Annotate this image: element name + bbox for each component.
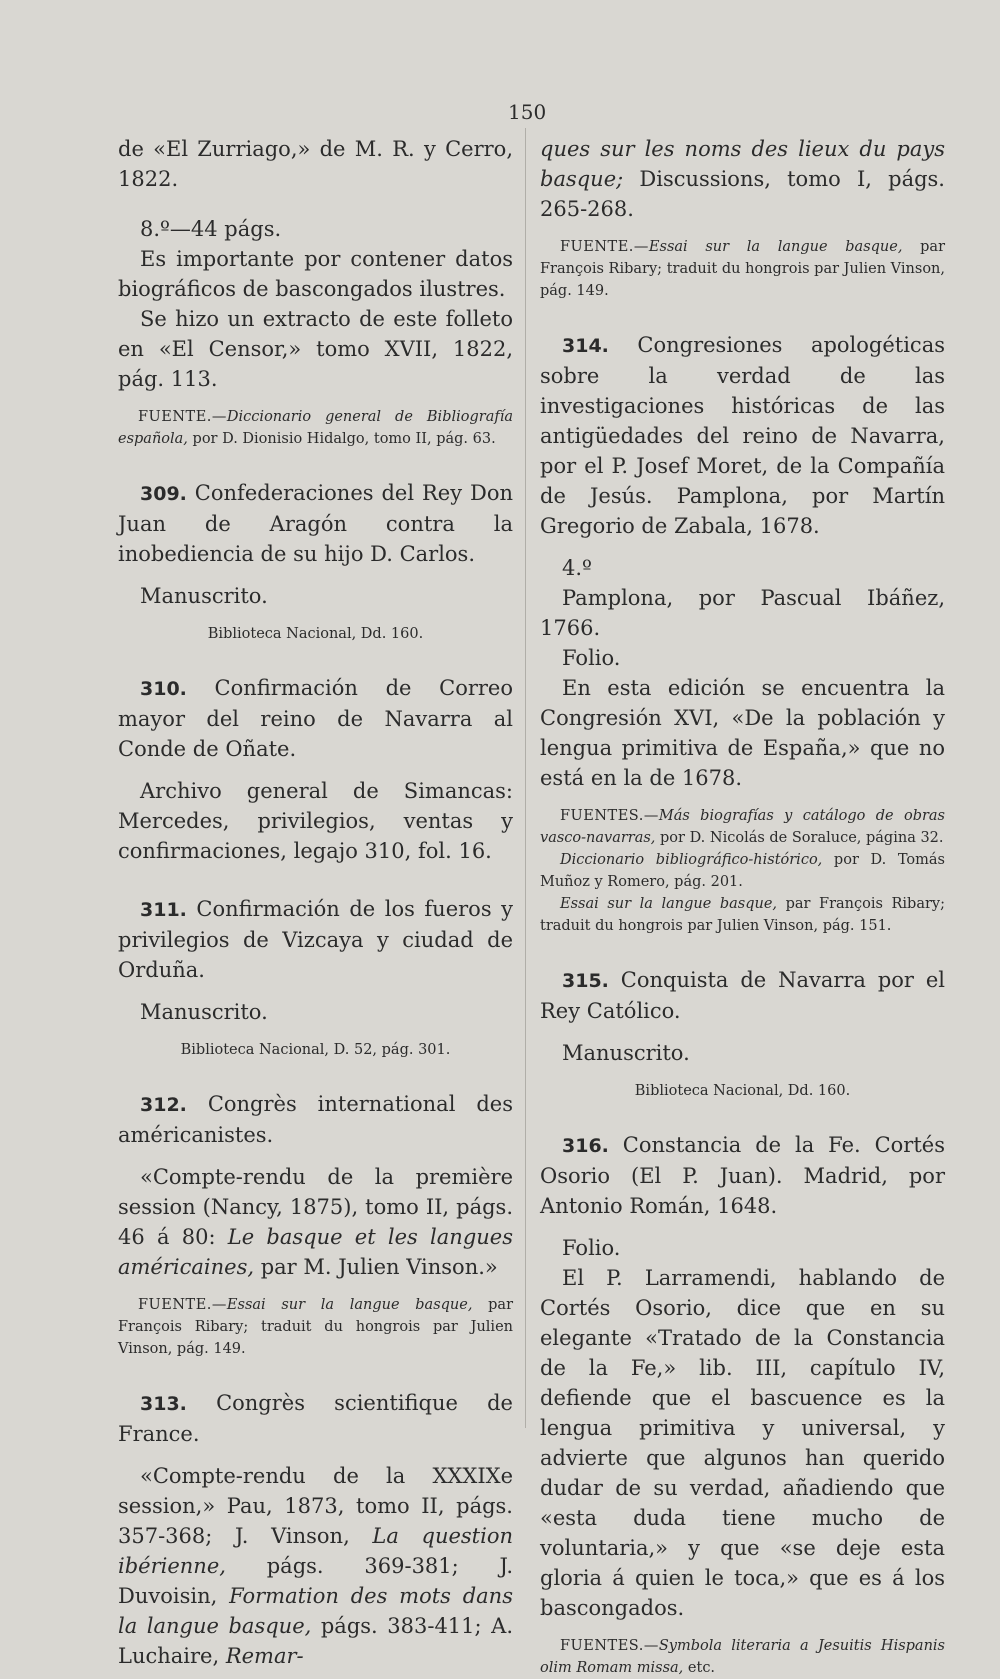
page-number: 150: [508, 100, 547, 124]
entry-title: Confederaciones del Rey Don Juan de Aragón contra la inobediencia de su hijo D. Carlos.: [118, 481, 513, 566]
source-note: [118, 1294, 513, 1360]
source-note: [118, 406, 513, 450]
entry-title: Confirmación de los fueros y privilegios de Vizcaya y ciudad de Orduña.: [118, 897, 513, 982]
entry-note: El P. Larramendi, hablando de Cortés Osorio, dice que en su elegante «Tratado de la Constancia de la Fe,» lib. III, capítulo IV, defiende que el bascuence es la lengua primitiva y universal, y advierte que algunos han querido dudar de su verdad, añadiendo que «esta duda tiene mucho de voluntaria,» y que «se deje esta gloria á quien le toca,» que es á los bascongados.: [540, 1266, 945, 1620]
entry-note: Es importante por contener datos biográficos de bascongados ilustres.: [118, 247, 513, 301]
entry-title: Congrès scientifique de France.: [118, 1391, 513, 1446]
source-note: [540, 1635, 945, 1679]
work-title: ques sur les noms des lieux du pays basque;: [540, 137, 945, 191]
work-title: Formation des mots dans la langue basque,: [118, 1584, 513, 1638]
work-title: Remar-: [225, 1644, 304, 1668]
description-text: Discussions, tomo I, págs. 265-268.: [540, 167, 945, 221]
entry-reprint: Pamplona, por Pascual Ibáñez, 1766.: [540, 586, 945, 640]
description-text: págs. 369-381; J. Duvoisin,: [118, 1554, 513, 1608]
source-title: Essai sur la langue basque,: [648, 239, 903, 255]
entry-size: 8.º—44 págs.: [140, 217, 282, 241]
description-text: «Compte-rendu de la XXXIXe session,» Pau, 1873, tomo II, págs. 357-368; J. Vinson,: [118, 1464, 513, 1548]
source-label: FUENTE.—: [138, 409, 227, 425]
entry-description: [118, 1461, 513, 1671]
entry-number: 312.: [140, 1094, 187, 1116]
continuation-text: [540, 134, 945, 224]
source-detail: etc.: [683, 1660, 716, 1676]
description-text: par M. Julien Vinson.»: [254, 1255, 498, 1279]
entry-format: Folio.: [562, 646, 621, 670]
entry-title: Congrès international des américanistes.: [118, 1092, 513, 1147]
source-note: [540, 805, 945, 849]
entry-type: Manuscrito.: [140, 1000, 268, 1024]
source-title: Essai sur la langue basque,: [560, 896, 778, 912]
entry-311-heading: [118, 894, 513, 985]
left-column: [118, 134, 513, 1671]
source-label: FUENTES.—: [560, 808, 659, 824]
source-title: Diccionario bibliográfico-histórico,: [560, 852, 823, 868]
entry-type: Manuscrito.: [562, 1041, 690, 1065]
entry-location: Biblioteca Nacional, Dd. 160.: [634, 1083, 851, 1099]
entry-location: Biblioteca Nacional, Dd. 160.: [207, 626, 424, 642]
source-title: Symbola literaria a Jesuitis Hispanis olim Romam missa,: [540, 1638, 945, 1676]
source-note: [540, 236, 945, 302]
source-label: FUENTE.—: [138, 1297, 227, 1313]
entry-number: 309.: [140, 483, 187, 505]
right-column: [540, 134, 945, 1679]
source-detail: por D. Tomás Muñoz y Romero, pág. 201.: [540, 852, 945, 890]
source-detail: por D. Nicolás de Soraluce, página 32.: [655, 830, 944, 846]
entry-316-heading: [540, 1130, 945, 1221]
description-text: «Compte-rendu de la première session (Nancy, 1875), tomo II, págs. 46 á 80:: [118, 1165, 513, 1249]
entry-title: Congresiones apologéticas sobre la verdad de las investigaciones históricas de las antigüedades del reino de Navarra, por el P. Josef Moret, de la Compañía de Jesús. Pamplona, por Martín Gregorio de Zabala, 1678.: [540, 333, 945, 538]
source-label: FUENTES.—: [560, 1638, 659, 1654]
entry-archive: Archivo general de Simancas: Mercedes, privilegios, ventas y confirmaciones, legajo 310, fol. 16.: [118, 779, 513, 863]
entry-number: 314.: [562, 335, 609, 357]
source-detail: par François Ribary; traduit du hongrois par Julien Vinson, pág. 149.: [118, 1297, 514, 1357]
entry-315-heading: [540, 965, 945, 1026]
source-title: Diccionario general de Bibliografía española,: [118, 409, 513, 447]
entry-format: Folio.: [562, 1236, 621, 1260]
entry-title: Constancia de la Fe. Cortés Osorio (El P. Juan). Madrid, por Antonio Román, 1648.: [540, 1133, 945, 1218]
entry-title: Confirmación de Correo mayor del reino de Navarra al Conde de Oñate.: [118, 676, 513, 761]
source-title: Más biografías y catálogo de obras vasco-navarras,: [540, 808, 945, 846]
work-title: La question ibérienne,: [118, 1524, 513, 1578]
entry-number: 311.: [140, 899, 187, 921]
entry-number: 315.: [562, 970, 609, 992]
entry-314-heading: [540, 330, 945, 541]
entry-location: Biblioteca Nacional, D. 52, pág. 301.: [180, 1042, 451, 1058]
entry-number: 310.: [140, 678, 187, 700]
source-detail: por D. Dionisio Hidalgo, tomo II, pág. 63.: [187, 431, 496, 447]
entry-number: 316.: [562, 1135, 609, 1157]
source-label: FUENTE.—: [560, 239, 649, 255]
description-text: págs. 383-411; A. Luchaire,: [118, 1614, 513, 1668]
work-title: Le basque et les langues américaines,: [118, 1225, 513, 1279]
source-note: [540, 849, 945, 893]
entry-313-heading: [118, 1388, 513, 1449]
column-divider: [525, 128, 526, 1428]
entry-title: Conquista de Navarra por el Rey Católico.: [540, 968, 945, 1023]
continuation-text: de «El Zurriago,» de M. R. y Cerro, 1822.: [118, 137, 513, 191]
entry-note: En esta edición se encuentra la Congresión XVI, «De la población y lengua primitiva de España,» que no está en la de 1678.: [540, 676, 945, 790]
entry-size: 4.º: [562, 556, 592, 580]
entry-type: Manuscrito.: [140, 584, 268, 608]
source-detail: par François Ribary; traduit du hongrois par Julien Vinson, pág. 151.: [540, 896, 945, 934]
source-detail: par François Ribary; traduit du hongrois par Julien Vinson, pág. 149.: [540, 239, 946, 299]
source-title: Essai sur la langue basque,: [226, 1297, 473, 1313]
entry-310-heading: [118, 673, 513, 764]
entry-note: Se hizo un extracto de este folleto en «El Censor,» tomo XVII, 1822, pág. 113.: [118, 307, 513, 391]
entry-description: [118, 1162, 513, 1282]
entry-309-heading: [118, 478, 513, 569]
source-note: [540, 893, 945, 937]
entry-312-heading: [118, 1089, 513, 1150]
entry-number: 313.: [140, 1393, 187, 1415]
